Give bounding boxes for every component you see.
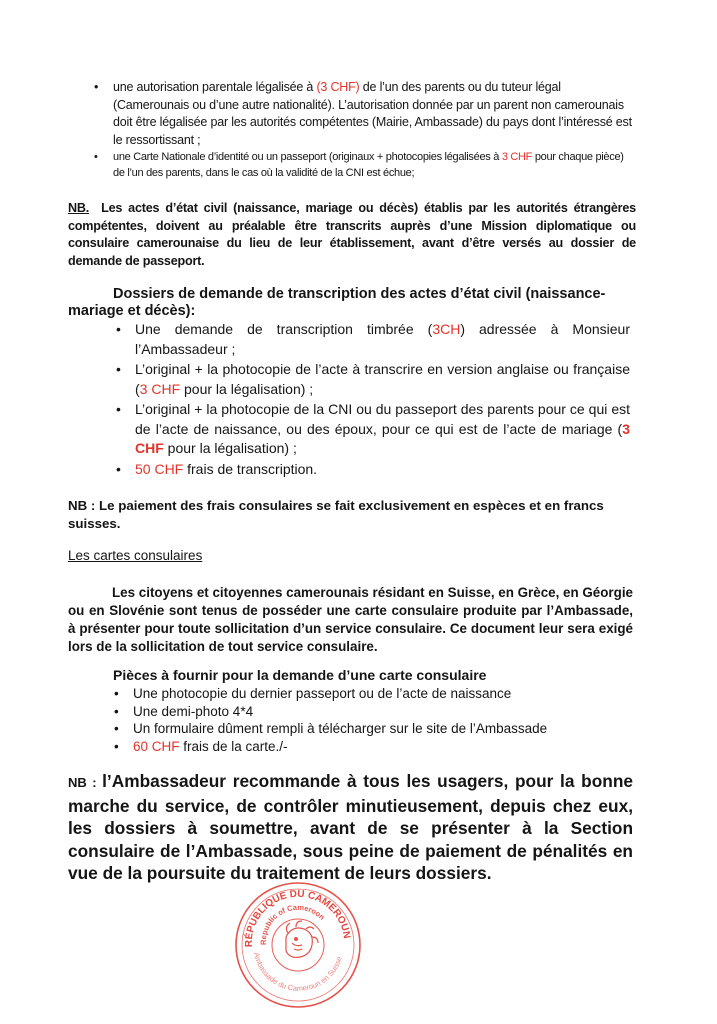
item-text: Une demi-photo 4*4	[133, 703, 254, 719]
section-heading-transcription-line2: mariage et décès):	[68, 303, 196, 319]
fee-amount: 3 CHF	[135, 420, 630, 456]
consular-cards-paragraph: Les citoyens et citoyennes camerounais résidant en Suisse, en Grèce, en Géorgie ou en Slovénie sont tenus de posséder une carte consulaire produite par l’Ambassade, à présenter pour toute sollicitation d’un service consulaire. Ce document leur sera exigé lors de la sollicitation de tout service consulaire.	[68, 585, 633, 654]
list-item	[116, 360, 630, 399]
list-item	[114, 685, 547, 703]
note-text: l’Ambassadeur recommande à tous les usagers, pour la bonne marche du service, de contrôler minutieusement, depuis chez eux, les dossiers à soumettre, avant de se présenter à la Section consulaire de l’Ambassade, sous peine de paiement de pénalités en vue de la poursuite du traitement de leurs dossiers.	[68, 771, 633, 883]
item-text: pour chaque pièce) de l’un des parents, dans le cas où la validité de la CNI est échue;	[113, 151, 624, 179]
item-text: L’original + la photocopie de l’acte à transcrire en version anglaise ou française (	[135, 361, 630, 397]
bullet: •	[114, 721, 119, 736]
list-item	[114, 738, 547, 756]
note-civil-records	[68, 200, 636, 270]
fee-amount: 3CH	[432, 321, 461, 337]
section-title-consular-cards: Les cartes consulaires	[68, 548, 203, 563]
lion-head-emblem-icon	[286, 921, 318, 957]
item-text: une autorisation parentale légalisée à	[113, 80, 317, 94]
list-item-parental-authorization	[94, 79, 633, 149]
requirements-list-continued	[94, 79, 633, 181]
bullet: •	[114, 686, 119, 701]
list-item	[116, 320, 630, 359]
item-text: pour la légalisation) ;	[163, 440, 297, 456]
fee-amount: 50 CHF	[135, 460, 184, 477]
section-heading-transcription-line1: Dossiers de demande de transcription des actes d’état civil (naissance-	[113, 286, 606, 302]
bullet: •	[114, 703, 119, 719]
note-ambassador-recommendation	[68, 770, 633, 885]
list-item	[114, 720, 548, 738]
fee-amount: 3 CHF	[139, 380, 181, 397]
note-label: NB :	[68, 775, 103, 790]
item-text: Un formulaire dûment rempli à télécharger sur le site de l’Ambassade	[133, 721, 548, 736]
item-text: Une photocopie du dernier passeport ou de l’acte de naissance	[133, 686, 512, 701]
list-item	[116, 400, 630, 459]
consular-card-requirements-heading: Pièces à fournir pour la demande d’une carte consulaire	[113, 667, 487, 683]
stamp-ring-text: RÉPUBLIQUE DU CAMEROUN	[243, 888, 353, 948]
list-item	[114, 703, 547, 721]
fee-amount: 3 CHF	[501, 151, 533, 163]
bullet: •	[116, 321, 121, 337]
bullet: •	[114, 738, 119, 754]
bullet: •	[116, 460, 121, 477]
item-text: pour la légalisation) ;	[180, 380, 314, 397]
embassy-seal-stamp	[230, 877, 365, 1012]
consular-card-requirements-list	[114, 685, 548, 755]
transcription-requirements-list	[116, 320, 630, 480]
bullet: •	[94, 151, 98, 163]
list-item	[116, 460, 630, 480]
item-text: frais de la carte./-	[179, 738, 288, 754]
list-item-parent-id	[94, 149, 633, 181]
item-text: une Carte Nationale d’identité ou un passeport (originaux + photocopies légalisées à	[113, 151, 502, 163]
fee-amount: (3 CHF)	[316, 80, 360, 94]
bullet: •	[94, 80, 99, 94]
note-payment: NB : Le paiement des frais consulaires se fait exclusivement en espèces et en francs suisses.	[68, 498, 604, 531]
note-text: Les actes d’état civil (naissance, mariage ou décès) établis par les autorités étrangères compétentes, doivent au préalable être transcrits auprès d’une Mission diplomatique ou consulaire camerounaise du lieu de leur établissement, avant d’être versés au dossier de demande de passeport.	[68, 201, 636, 268]
fee-amount: 60 CHF	[133, 738, 180, 754]
item-text: de l’un des parents ou du tuteur légal (Camerounais ou d’une autre nationalité). L’autorisation donnée par un parent non camerounais doit être légalisée par les autorités compétentes (Mairie, Ambassade) du pays dont l’intéressé est le ressortissant ;	[113, 80, 632, 147]
bullet: •	[116, 401, 121, 417]
item-text: ) adressée à Monsieur l’Ambassadeur ;	[135, 321, 630, 357]
note-label: NB.	[68, 201, 90, 215]
stamp-bottom-text: Ambassade du Cameroun en Suisse	[251, 951, 344, 993]
item-text: L’original + la photocopie de la CNI ou du passeport des parents pour ce qui est de l’acte de naissance, ou des époux, pour ce qui est de l’acte de mariage (	[135, 401, 630, 437]
stamp-inner-text: Republic of Cameroon	[258, 902, 327, 946]
item-text: frais de transcription.	[183, 460, 318, 477]
bullet: •	[116, 361, 121, 377]
item-text: Une demande de transcription timbrée (	[135, 321, 433, 337]
